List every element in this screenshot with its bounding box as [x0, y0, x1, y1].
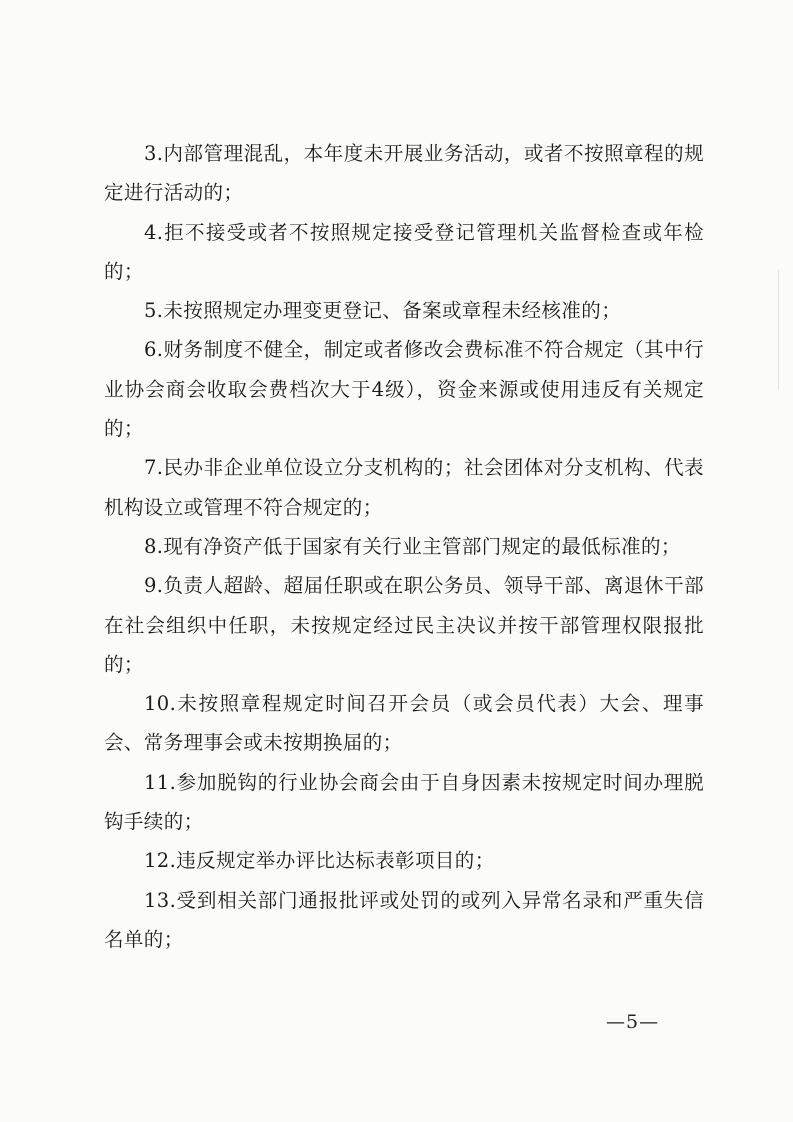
list-item-4: 4.拒不接受或者不按照规定接受登记管理机关监督检查或年检的；	[104, 220, 704, 283]
list-item-13: 13.受到相关部门通报批评或处罚的或列入异常名录和严重失信名单的；	[104, 888, 704, 951]
list-item-7: 7.民办非企业单位设立分支机构的；社会团体对分支机构、代表机构设立或管理不符合规定的；	[104, 456, 704, 519]
list-item-6: 6.财务制度不健全，制定或者修改会费标准不符合规定（其中行业协会商会收取会费档次大于4级），资金来源或使用违反有关规定的；	[104, 338, 704, 441]
document-body	[104, 134, 704, 959]
list-item-12: 12.违反规定举办评比达标表彰项目的；	[144, 849, 495, 873]
list-item-10: 10.未按照章程规定时间召开会员（或会员代表）大会、理事会、常务理事会或未按期换届的；	[104, 692, 704, 755]
list-item-11: 11.参加脱钩的行业协会商会由于自身因素未按规定时间办理脱钩手续的；	[104, 770, 704, 834]
scan-edge-line	[778, 270, 779, 390]
list-item-8: 8.现有净资产低于国家有关行业主管部门规定的最低标准的；	[144, 534, 681, 558]
list-item-5: 5.未按照规定办理变更登记、备案或章程未经核准的；	[144, 299, 622, 323]
page-number: —5—	[606, 1011, 660, 1033]
list-item-3: 3.内部管理混乱，本年度未开展业务活动，或者不按照章程的规定进行活动的；	[104, 142, 704, 205]
list-item-9: 9.负责人超龄、超届任职或在职公务员、领导干部、离退休干部在社会组织中任职，未按规定经过民主决议并按干部管理权限报批的；	[104, 574, 704, 676]
